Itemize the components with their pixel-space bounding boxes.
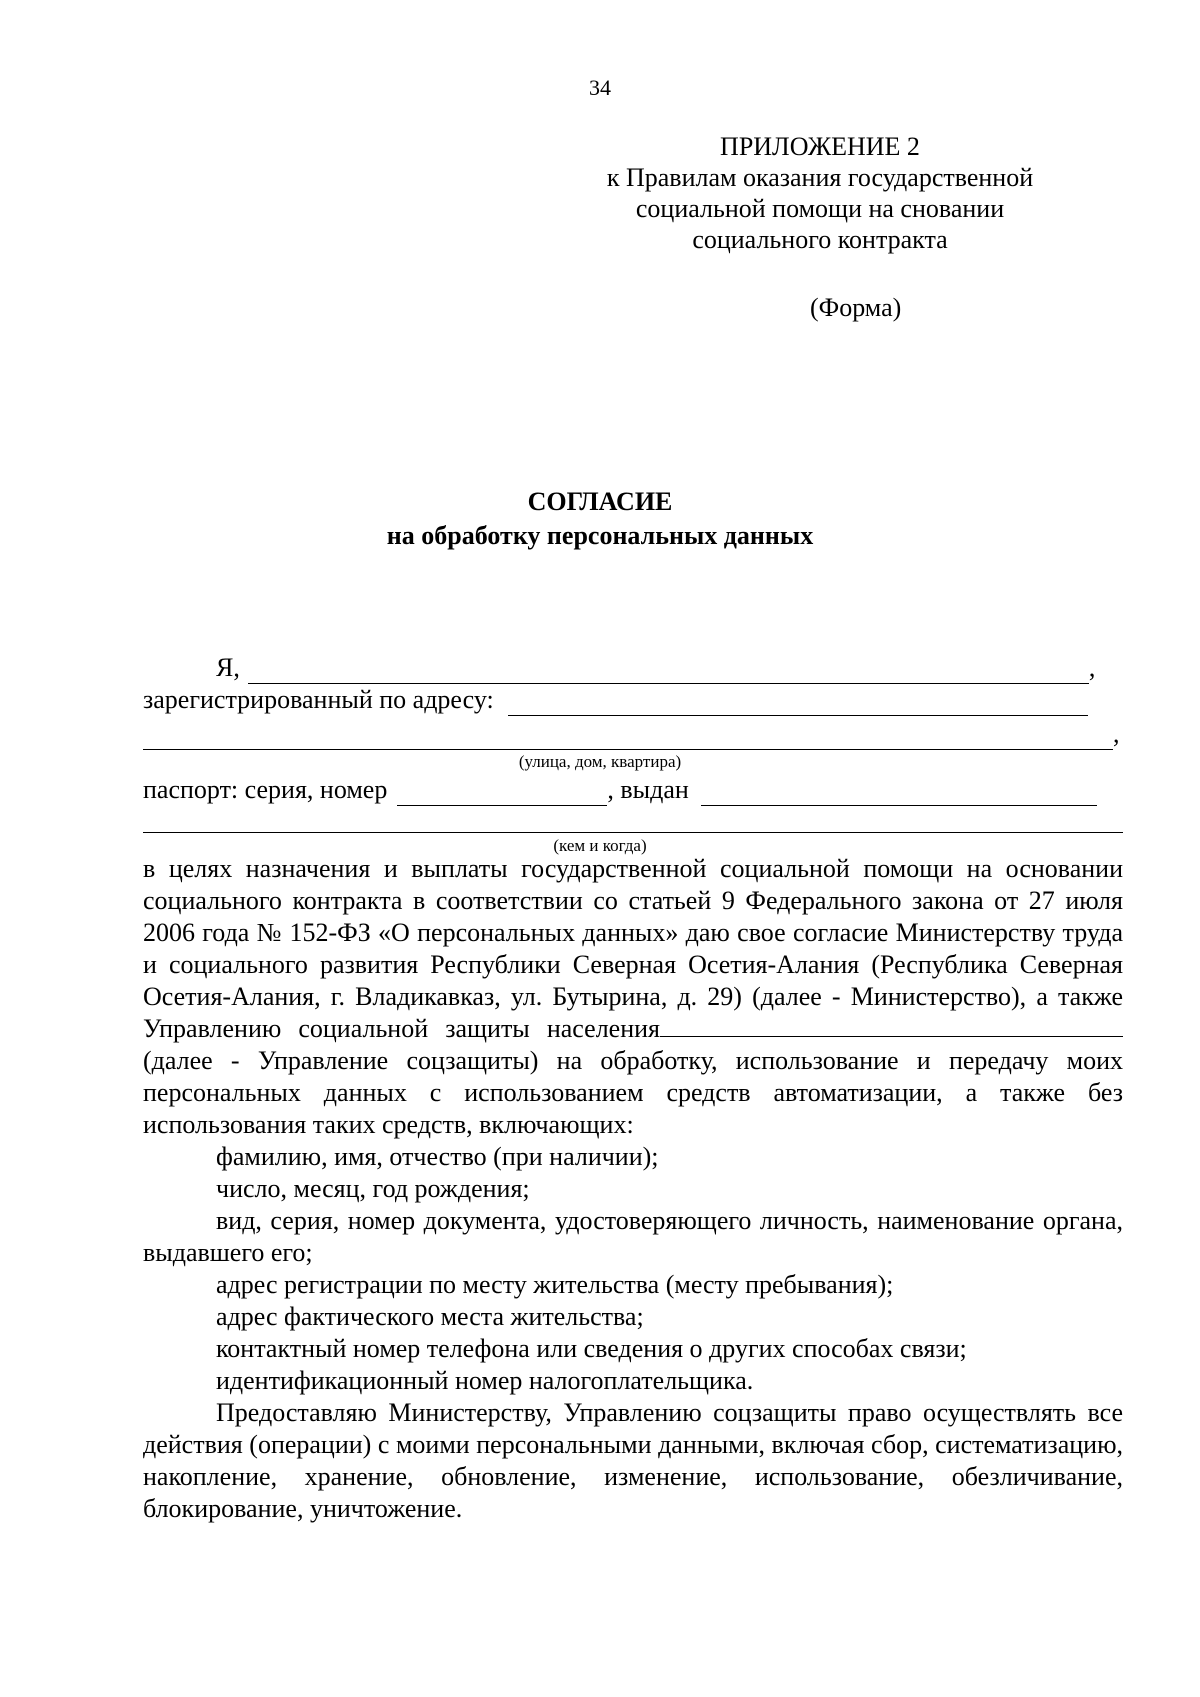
list-item: число, месяц, год рождения; (216, 1174, 530, 1203)
page-number: 34 (589, 75, 611, 100)
appendix-line-1: к Правилам оказания государственной (606, 163, 1034, 192)
appendix-title: ПРИЛОЖЕНИЕ 2 (720, 132, 920, 161)
social-department-field[interactable] (660, 1014, 1123, 1037)
name-comma: , (1088, 653, 1096, 682)
form-label: (Форма) (810, 293, 902, 322)
document-title: СОГЛАСИЕ (527, 487, 673, 516)
issued-by-field[interactable] (701, 781, 1097, 806)
issued-continuation-field[interactable] (143, 808, 1123, 833)
consent-body (143, 853, 1123, 1525)
list-item: вид, серия, номер документа, удостоверяющего личность, наименование органа, выдавшего его; (143, 1206, 1123, 1267)
address-caption: (улица, дом, квартира) (518, 752, 682, 771)
list-item: адрес регистрации по месту жительства (месту пребывания); (216, 1270, 894, 1299)
list-item: адрес фактического места жительства; (216, 1302, 644, 1331)
name-row (143, 652, 1123, 684)
address-comma: , (1113, 719, 1120, 748)
document-subtitle: на обработку персональных данных (386, 521, 814, 550)
appendix-line-3: социального контракта (692, 225, 948, 254)
issued-label: , выдан (607, 775, 689, 804)
passport-row (143, 774, 1123, 806)
address-continuation-row (143, 718, 1123, 750)
issued-continuation-row (143, 808, 1123, 833)
consent-text-start: в целях назначения и выплаты государственной социальной помощи на основании социального контракта в соответствии со статьей 9 Федерального закона от 27 июля 2006 года № 152-ФЗ «О персональных данных» даю свое согласие Министерству труда и социального развития Республики Северная Осетия-Алания (Республика Северная Осетия-Алания, г. Владикавказ, ул. Бутырина, д. 29) (далее - Министерство), а также Управлению социальной защиты населения (143, 854, 1123, 1043)
consent-text-end: (далее - Управление соцзащиты) на обработку, использование и передачу моих персональных данных с использованием средств автоматизации, а также без использования таких средств, включающих: (143, 1046, 1123, 1139)
address-row (143, 684, 1123, 716)
list-item: контактный номер телефона или сведения о других способах связи; (216, 1334, 967, 1363)
full-name-field[interactable] (248, 659, 1089, 684)
appendix-line-2: социальной помощи на сновании (635, 194, 1005, 223)
address-label: зарегистрированный по адресу: (143, 685, 494, 714)
address-field[interactable] (508, 691, 1088, 716)
address-continuation-field[interactable] (143, 725, 1113, 750)
name-prefix: Я, (216, 653, 240, 682)
consent-paragraph-1 (143, 853, 1123, 1141)
issued-caption: (кем и когда) (553, 836, 647, 855)
consent-paragraph-2: Предоставляю Министерству, Управлению соцзащиты право осуществлять все действия (операции) с моими персональными данными, включая сбор, систематизацию, накопление, хранение, обновление, изменение, использование, обезличивание, блокирование, уничтожение. (143, 1398, 1123, 1523)
list-item: идентификационный номер налогоплательщика. (216, 1366, 754, 1395)
passport-number-field[interactable] (397, 781, 607, 806)
list-item: фамилию, имя, отчество (при наличии); (216, 1142, 659, 1171)
passport-label: паспорт: серия, номер (143, 775, 388, 804)
